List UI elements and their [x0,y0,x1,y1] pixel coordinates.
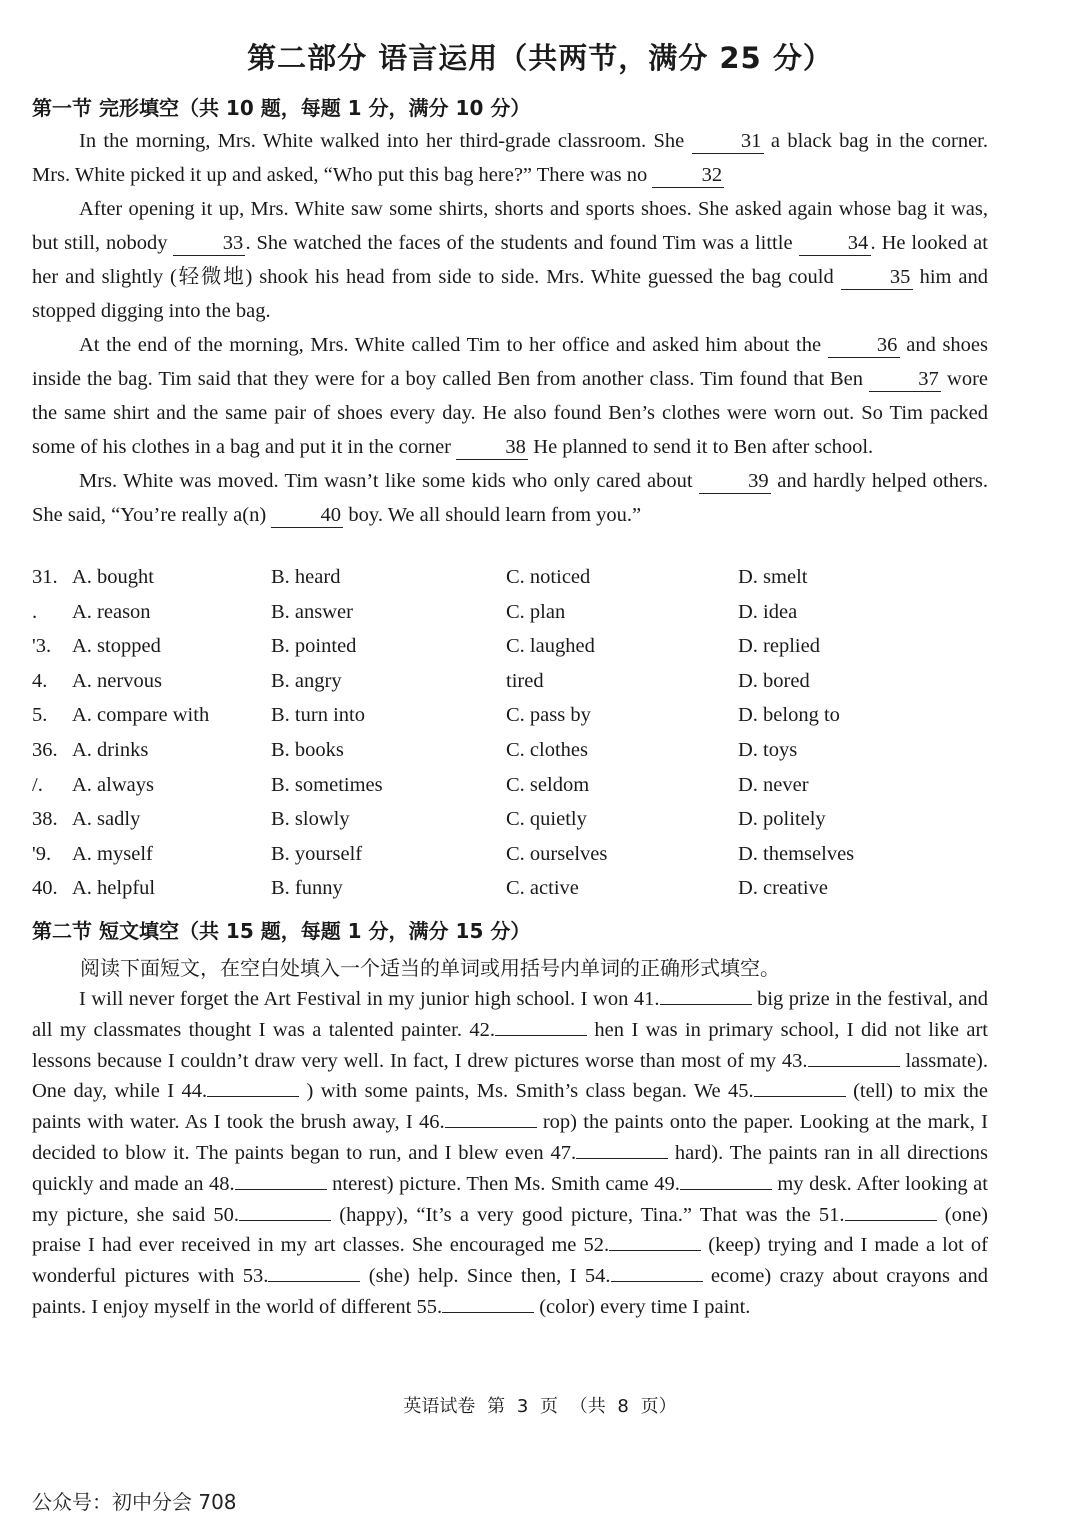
text: . She watched the faces of the students and found Tim was a little [245,232,799,254]
section1-heading: 第一节 完形填空（共 10 题，每题 1 分，满分 10 分） [32,96,531,120]
option-c: C. ourselves [506,842,608,865]
question-number: 38. [32,808,58,831]
option-d: D. toys [738,738,798,761]
question-number: /. [32,773,43,796]
blank-43 [808,1046,900,1067]
question-row [32,774,992,809]
question-number: 31. [32,566,58,588]
option-c: C. plan [506,600,566,623]
blank-37: 37 [869,367,941,392]
text: In the morning, Mrs. White walked into her third-grade classroom. She [79,130,692,152]
option-c: tired [506,669,544,692]
question-row [32,843,992,878]
text: . He looked at her and slightly (轻微地) shook his head from side to side. Mrs. White guessed the bag could [32,232,988,288]
text: He planned to send it to Ben after school. [528,436,874,458]
question-row [32,635,992,670]
blank-47 [576,1138,668,1159]
blank-32: 32 [652,163,724,188]
question-row [32,601,992,636]
blank-50 [239,1200,331,1221]
text: (she) help. Since then, I 54. [360,1265,611,1288]
options-list [32,566,992,912]
blank-33: 33 [173,231,245,256]
blank-45 [754,1076,846,1097]
option-a: A. sadly [72,808,141,831]
text: big prize in the festival, and all my classmates thought I was a talented painter. 42. [32,988,989,1041]
blank-39: 39 [699,469,771,494]
blank-55 [442,1292,534,1313]
option-c: C. active [506,877,579,900]
blank-31: 31 [692,129,764,154]
option-c: C. laughed [506,635,595,658]
text: ecome) crazy about crayons and paints. I enjoy myself in the world of different 55. [32,1265,989,1318]
option-b: B. pointed [271,635,357,658]
page-title: 第二部分 语言运用（共两节，满分 25 分） [247,41,833,75]
option-b: B. slowly [271,808,350,831]
text: I will never forget the Art Festival in my junior high school. I won 41. [79,988,660,1010]
text: boy. We all should learn from you.” [343,504,642,526]
question-row [32,704,992,739]
question-row [32,739,992,774]
text: At the end of the morning, Mrs. White called Tim to her office and asked him about the [79,334,828,356]
option-a: A. helpful [72,877,156,900]
blank-53 [268,1261,360,1282]
option-a: A. bought [72,566,154,588]
text: lassmate). One day, while I 44. [32,1049,988,1103]
blank-40: 40 [271,503,343,528]
question-number: 40. [32,877,58,900]
question-row [32,877,992,912]
text: wore the same shirt and the same pair of shoes every day. He also found Ben’s clothes were worn out. So Tim packed some of his clothes in a bag and put it in the corner [32,368,988,458]
text: (tell) to mix the paints with water. As I took the brush away, I 46. [32,1080,988,1134]
option-d: D. belong to [738,704,840,727]
cloze-paragraph-2 [32,192,988,328]
option-d: D. replied [738,635,820,658]
option-c: C. seldom [506,773,590,796]
question-row [32,670,992,705]
account-watermark: 公众号：初中分会 708 [32,1490,237,1514]
question-row [32,566,992,601]
option-c: C. noticed [506,566,591,588]
section2-instruction: 阅读下面短文，在空白处填入一个适当的单词或用括号内单词的正确形式填空。 [80,956,780,980]
blank-41 [660,984,752,1005]
option-b: B. books [271,738,344,761]
blank-46 [445,1107,537,1128]
cloze-passage [32,124,988,532]
option-a: A. reason [72,600,151,623]
option-d: D. themselves [738,842,855,865]
text: him and stopped digging into the bag. [32,266,988,322]
text: my desk. After looking at my picture, she said 50. [32,1172,988,1226]
option-d: D. creative [738,877,828,900]
option-a: A. myself [72,842,153,865]
blank-54 [611,1261,703,1282]
option-a: A. stopped [72,635,161,658]
option-b: B. angry [271,669,342,692]
blank-38: 38 [456,435,528,460]
text: (one) praise I had ever received in my art classes. She encouraged me 52. [32,1203,988,1257]
blank-36: 36 [828,333,900,358]
option-d: D. never [738,773,809,796]
blank-51 [845,1200,937,1221]
text: hen I was in primary school, I did not like art lessons because I couldn’t draw very well. In fact, I drew pictures worse than most of my 43. [32,1018,988,1072]
option-b: B. sometimes [271,773,383,796]
option-a: A. nervous [72,669,162,692]
text: After opening it up, Mrs. White saw some shirts, shorts and sports shoes. She asked again whose bag it was, but still, nobody [32,198,988,254]
question-number: 36. [32,738,58,761]
cloze-paragraph-1 [32,124,988,192]
option-b: B. funny [271,877,343,900]
option-a: A. compare with [72,704,210,727]
blank-42 [495,1015,587,1036]
blank-48 [235,1169,327,1190]
text: nterest) picture. Then Ms. Smith came 49. [326,1172,680,1195]
section2-heading: 第二节 短文填空（共 15 题，每题 1 分，满分 15 分） [32,919,531,943]
text: and hardly helped others. She said, “You’re really a(n) [32,470,988,526]
option-c: C. pass by [506,704,591,727]
text: ) with some paints, Ms. Smith’s class began. We 45. [299,1080,754,1103]
option-d: D. politely [738,808,826,831]
blank-44 [207,1076,299,1097]
option-a: A. always [72,773,154,796]
question-number: 4. [32,669,48,692]
page-footer: 英语试卷 第 3 页 （共 8 页） [403,1396,677,1417]
option-c: C. quietly [506,808,587,831]
text: Mrs. White was moved. Tim wasn’t like some kids who only cared about [79,470,699,492]
fill-passage [32,984,988,1323]
text: rop) the paints onto the paper. Looking at the mark, I decided to blow it. The paints began to run, and I blew even 47. [32,1111,989,1164]
cloze-paragraph-4 [32,464,988,532]
option-a: A. drinks [72,738,149,761]
question-row [32,808,992,843]
option-b: B. yourself [271,842,363,865]
blank-34: 34 [799,231,871,256]
text: a black bag in the corner. Mrs. White picked it up and asked, “Who put this bag here?” There was no [32,130,988,186]
option-d: D. bored [738,669,810,692]
option-d: D. smelt [738,566,808,588]
blank-52 [609,1230,701,1251]
option-b: B. turn into [271,704,365,727]
text: (happy), “It’s a very good picture, Tina.” That was the 51. [331,1203,845,1226]
blank-49 [680,1169,772,1190]
question-number: 5. [32,704,48,727]
text: and shoes inside the bag. Tim said that they were for a boy called Ben from another class. Tim found that Ben [32,334,989,390]
option-b: B. answer [271,600,353,623]
fill-paragraph [32,984,988,1323]
question-number: '3. [32,635,52,658]
question-number: . [32,600,38,623]
blank-35: 35 [841,265,913,290]
cloze-paragraph-3 [32,328,988,464]
option-c: C. clothes [506,738,588,761]
text: hard). The paints ran in all directions quickly and made an 48. [32,1141,989,1195]
text: (keep) trying and I made a lot of wonderful pictures with 53. [32,1234,988,1288]
text: (color) every time I paint. [534,1295,751,1318]
question-number: '9. [32,842,52,865]
option-b: B. heard [271,566,341,588]
option-d: D. idea [738,600,798,623]
